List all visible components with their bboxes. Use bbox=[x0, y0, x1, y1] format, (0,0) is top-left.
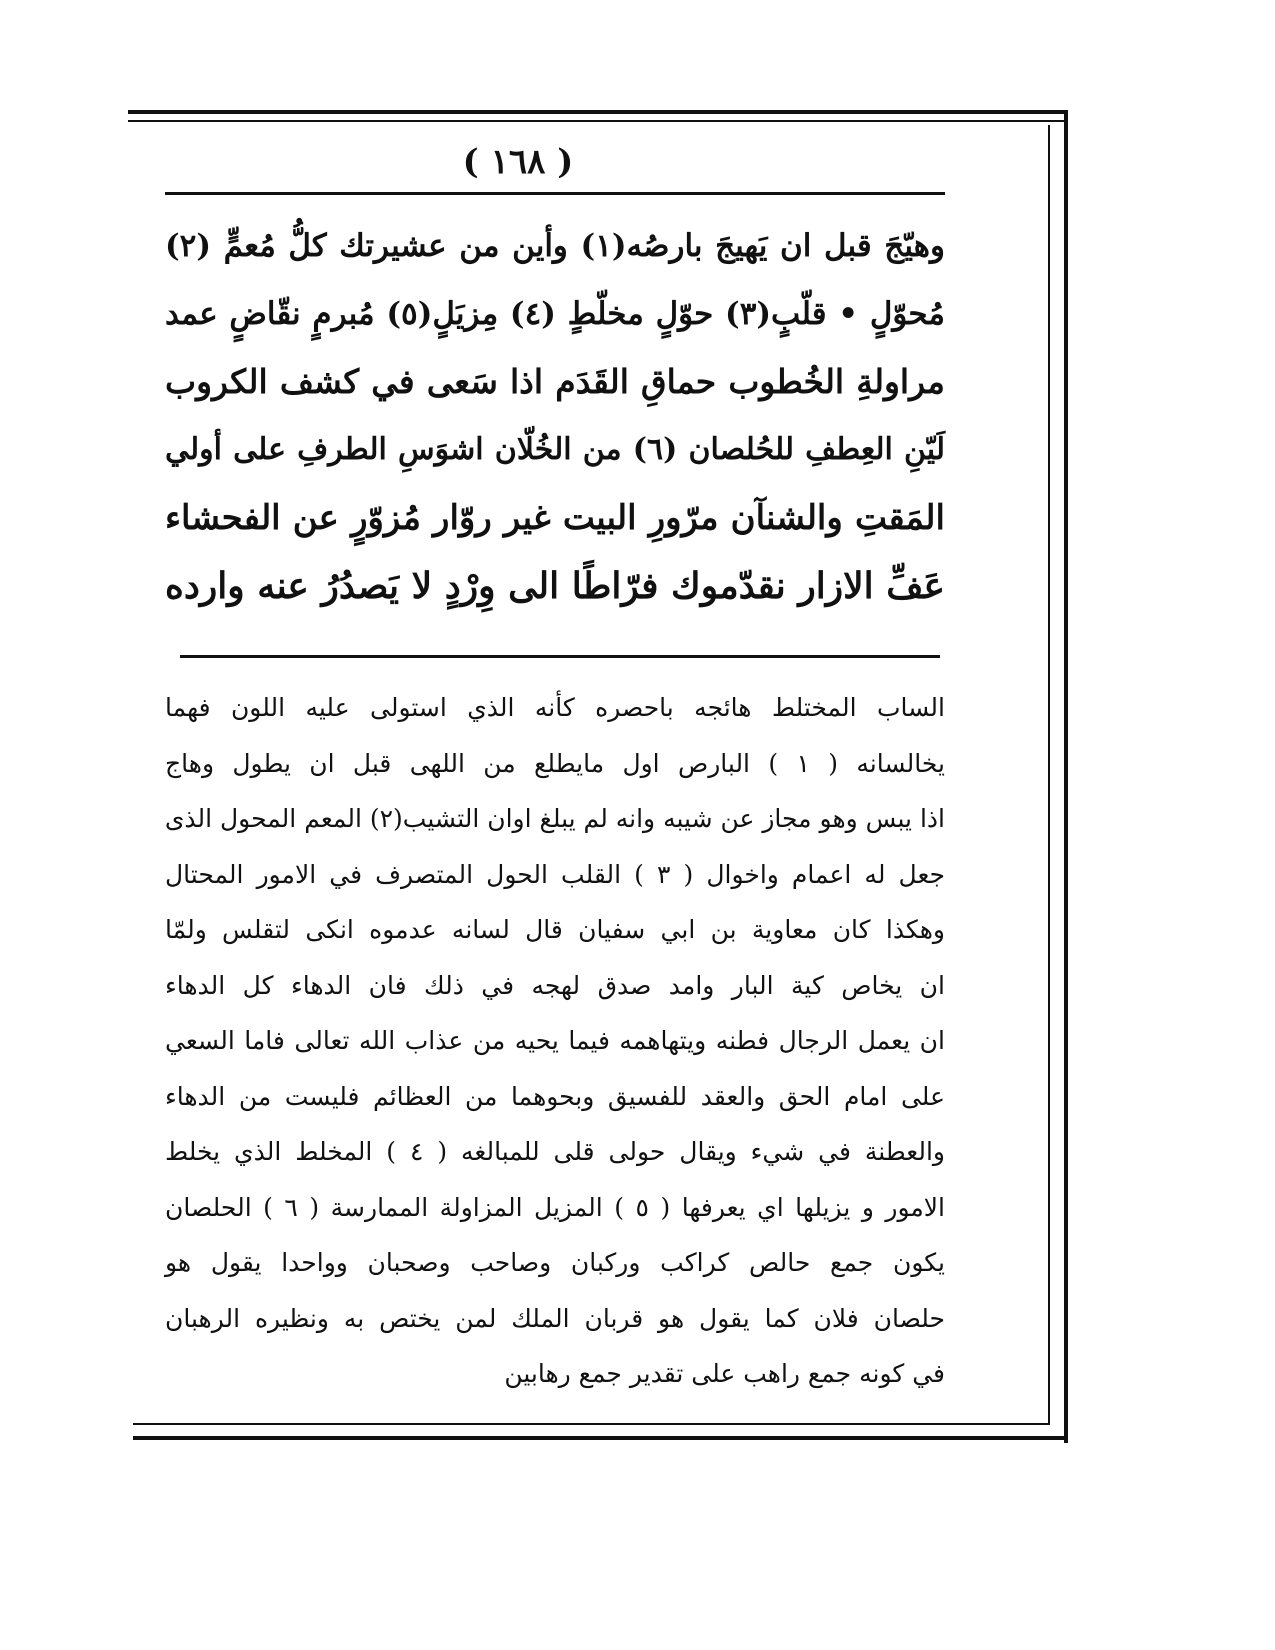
header-rule bbox=[165, 192, 945, 195]
footnote-line: جعل له اعمام واخوال ( ٣ ) القلب الحول المتصرف في الامور المحتال bbox=[165, 859, 945, 889]
footnote-line: ان يعمل الرجال فطنه ويتهاهمه فيما يحيه من عذاب الله تعالى فاما السعي bbox=[165, 1026, 945, 1055]
right-border-outer bbox=[1064, 110, 1068, 1443]
main-text bbox=[165, 212, 945, 620]
footnote-line: يخالسانه ( ١ ) البارص اول مايطلع من اللهى قبل ان يطول وهاج bbox=[165, 748, 945, 778]
footnote-line: ان يخاص كية البار وامد صدق لهجه في ذلك فان الدهاء كل الدهاء bbox=[165, 970, 945, 1000]
footnote-line: والعطنة في شيء ويقال حولى قلى للمبالغه ( ٤ ) المخلط الذي يخلط bbox=[165, 1137, 945, 1166]
bottom-rule-thick bbox=[133, 1436, 1068, 1440]
footnote-line: الامور و يزيلها اي يعرفها ( ٥ ) المزيل المزاولة الممارسة ( ٦ ) الحلصان bbox=[165, 1192, 945, 1222]
top-rule-thick bbox=[128, 110, 1068, 114]
footnote-line: وهكذا كان معاوية بن ابي سفيان قال لسانه عدموه انكى لتقلس ولمّا bbox=[165, 915, 945, 944]
page-number: ( ١٦٨ ) bbox=[462, 142, 574, 182]
right-border-inner bbox=[1048, 125, 1050, 1425]
footnote-line: على امام الحق والعقد للفسيق وبحوهما من العظائم فليست من الدهاء bbox=[165, 1081, 945, 1111]
main-text-line: لَيّنِ العِطفِ للحُلصان (٦) من الخُلّان اشوَسِ الطرفِ على أولي bbox=[165, 432, 945, 467]
main-text-line: مُحوّلٍ • قلّبٍ(٣) حوّلٍ مخلّطٍ (٤) مِزيَلٍ(٥) مُبرمٍ نقّاضٍ عمد bbox=[165, 296, 945, 332]
main-text-line: وهيّجَ قبل ان يَهيجَ بارصُه(١) وأين من عشيرتك كلُّ مُعمٍّ (٢) bbox=[165, 228, 945, 264]
footnote-line: حلصان فلان كما يقول هو قربان الملك لمن يختص به ونظيره الرهبان bbox=[165, 1303, 945, 1333]
footnote-separator bbox=[180, 655, 940, 658]
main-text-line: عَفِّ الازار نقدّموك فرّاطًا الى وِرْدٍ لا يَصدُرُ عنه وارده bbox=[165, 565, 945, 607]
footnote-line: يكون جمع حالص كراكب وركبان وصاحب وصحبان وواحدا يقول هو bbox=[165, 1248, 945, 1277]
main-text-line: المَقتِ والشنآن مرّورِ البيت غير روّار مُزوّرٍ عن الفحشاء bbox=[165, 498, 945, 538]
footnote-line: الساب المختلط هائجه باحصره كأنه الذي استولى عليه اللون فهما bbox=[165, 693, 945, 722]
top-rule-thin bbox=[128, 120, 1068, 122]
footnotes bbox=[165, 680, 945, 1402]
main-text-line: مراولةِ الخُطوب حماقِ القَدَم اذا سَعى في كشف الكروب bbox=[165, 362, 945, 401]
footnote-line: في كونه جمع راهب على تقدير جمع رهابين bbox=[504, 1359, 945, 1388]
bottom-rule-thin bbox=[133, 1423, 1049, 1425]
footnote-line: اذا يبس وهو مجاز عن شيبه وانه لم يبلغ اوان التشيب(٢) المعم المحول الذى bbox=[164, 804, 945, 833]
